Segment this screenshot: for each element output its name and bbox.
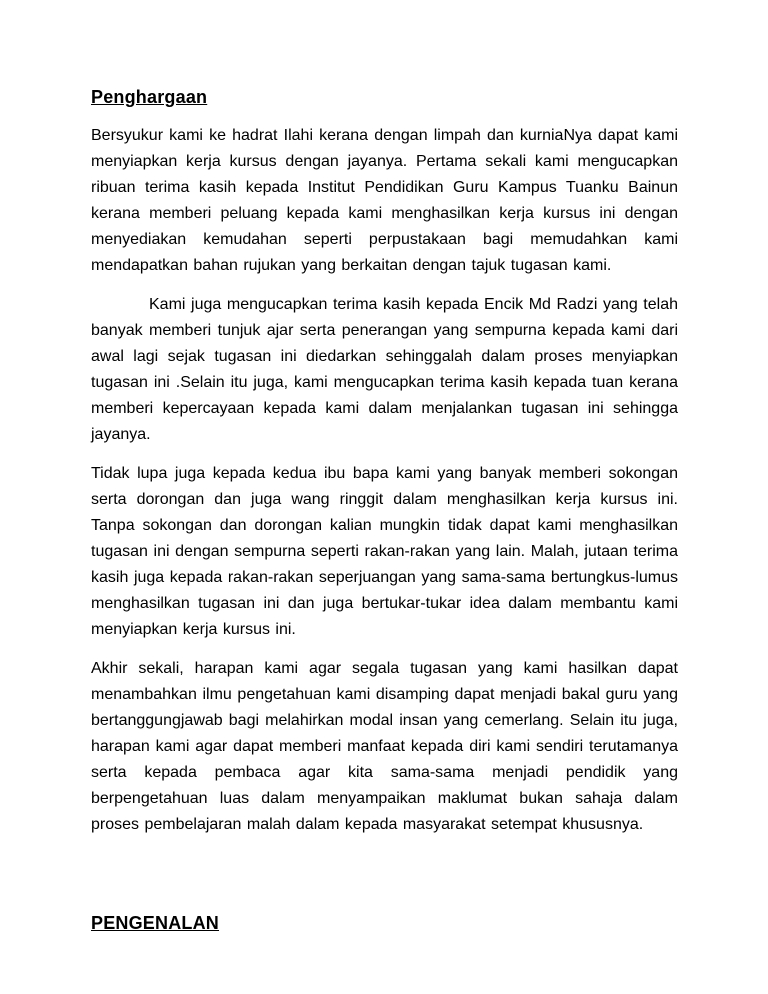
paragraph-closing-hopes: Akhir sekali, harapan kami agar segala tugasan yang kami hasilkan dapat menambahkan ilmu pengetahuan kami disamping dapat menjadi bakal guru yang bertanggungjawab bagi melahirkan modal insan yang cemerlang. Selain itu juga, harapan kami agar dapat memberi manfaat kepada diri kami sendiri terutamanya serta kepada pembaca agar kita sama-sama menjadi pendidik yang berpengetahuan luas dalam menyampaikan maklumat bukan sahaja dalam proses pembelajaran malah dalam kepada masyarakat setempat khususnya.	[91, 660, 678, 833]
heading-penghargaan: Penghargaan	[91, 87, 208, 107]
heading-pengenalan: PENGENALAN	[91, 913, 220, 933]
paragraph-gratitude-institution: Bersyukur kami ke hadrat Ilahi kerana dengan limpah dan kurniaNya dapat kami menyiapkan kerja kursus dengan jayanya. Pertama sekali kami mengucapkan ribuan terima kasih kepada Institut Pendidikan Guru Kampus Tuanku Bainun kerana memberi peluang kepada kami menghasilkan kerja kursus ini dengan menyediakan kemudahan seperti perpustakaan bagi memudahkan kami mendapatkan bahan rujukan yang berkaitan dengan tajuk tugasan kami.	[91, 127, 678, 274]
paragraph-gratitude-lecturer: Kami juga mengucapkan terima kasih kepada Encik Md Radzi yang telah banyak memberi tunjuk ajar serta penerangan yang sempurna kepada kami dari awal lagi sejak tugasan ini diedarkan sehinggalah dalam proses menyiapkan tugasan ini .Selain itu juga, kami mengucapkan terima kasih kepada tuan kerana memberi kepercayaan kepada kami dalam menjalankan tugasan ini sehingga jayanya.	[91, 296, 678, 443]
paragraph-gratitude-parents-friends: Tidak lupa juga kepada kedua ibu bapa kami yang banyak memberi sokongan serta dorongan dan juga wang ringgit dalam menghasilkan kerja kursus ini. Tanpa sokongan dan dorongan kalian mungkin tidak dapat kami menghasilkan tugasan ini dengan sempurna seperti rakan-rakan yang lain. Malah, jutaan terima kasih juga kepada rakan-rakan seperjuangan yang sama-sama bertungkus-lumus menghasilkan tugasan ini dan juga bertukar-tukar idea dalam membantu kami menyiapkan kerja kursus ini.	[91, 465, 678, 638]
